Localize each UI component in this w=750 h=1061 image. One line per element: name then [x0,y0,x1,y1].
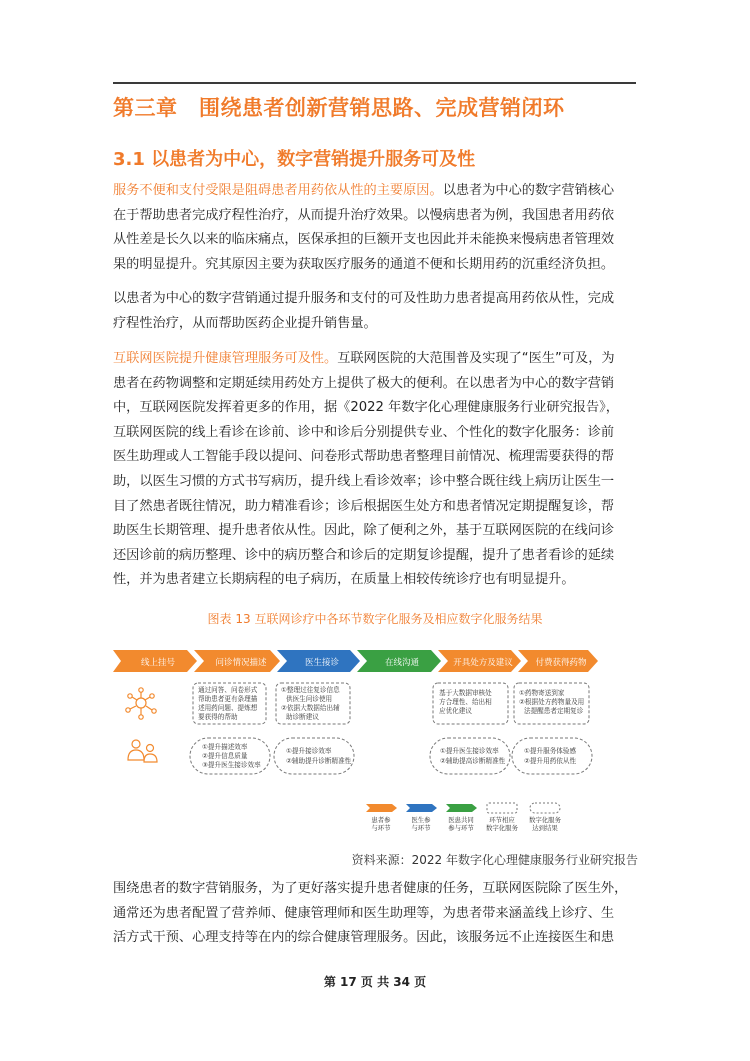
paragraph-line: 助，以医生习惯的方式书写病历，提升线上看诊效率；诊中整合既往线上病历让医生一 [113,473,615,489]
paragraph-highlight: 互联网医院提升健康管理服务可及性。 [113,351,338,366]
svg-text:医生参与环节: 医生参与环节 [411,816,431,832]
legend-item [366,804,397,832]
legend-item [529,803,562,832]
svg-text:①提升医生接诊效率②辅助提高诊断精准性: ①提升医生接诊效率 ②辅助提高诊断精准性 [440,747,506,765]
paragraph-line: 从性差是长久以来的临床痛点，医保承担的巨额开支也因此并未能换来慢病患者管理效 [113,232,615,248]
paragraph-line: 目了然患者既往情况，助力精准看诊；诊后根据医生处方和患者情况定期提醒复诊，帮 [113,498,615,514]
result-oval [190,738,270,774]
step-arrow [277,650,360,672]
network-icon [126,688,156,719]
paragraph-line: 以患者为中心的数字营销核心 [442,183,615,198]
step-arrow [113,650,197,672]
svg-text:通过问答、问卷形式帮助患者更有条理描述用药问题、提炼想要获得: 通过问答、问卷形式帮助患者更有条理描述用药问题、提炼想要获得的帮助 [198,686,258,721]
legend-item [486,803,519,832]
svg-text:医患共同参与环节: 医患共同参与环节 [448,816,474,832]
step-label: 在线沟通 [384,658,420,668]
svg-text:①提升服务体验感②提升用药依从性: ①提升服务体验感 ②提升用药依从性 [524,747,577,765]
paragraph-line: 还因诊前的病历整理、诊中的病历整合和诊后的定期复诊提醒，提升了患者看诊的延续 [113,547,615,563]
paragraph-line: 通常还为患者配置了营养师、健康管理师和医生助理等，为患者带来涵盖线上诊疗、生 [113,905,615,921]
svg-text:患者参与环节: 患者参与环节 [371,816,391,832]
result-oval [274,738,354,774]
step-label: 医生接诊 [304,658,340,668]
service-box [193,683,266,724]
service-box [276,683,350,724]
result-oval [430,738,510,774]
step-label: 线上挂号 [140,658,176,668]
svg-text:①提升接诊效率②辅助提升诊断精准性: ①提升接诊效率 ②辅助提升诊断精准性 [286,747,352,765]
svg-text:①整理过往复诊信息供医生问诊使用②依据大数据给出辅助诊断建议: ①整理过往复诊信息供医生问诊使用 ②依据大数据给出辅助诊断建议 [281,686,340,721]
paragraph-line: 以患者为中心的数字营销通过提升服务和支付的可及性助力患者提高用药依从性，完成 [113,291,615,306]
service-box [433,683,508,724]
source-note: 资料来源：2022 年数字化心理健康服务行业研究报告 [351,853,638,867]
paragraph-line: 在于帮助患者完成疗程性治疗，从而提升治疗效果。以慢病患者为例，我国患者用药依 [113,207,615,223]
paragraph-line: 患者在药物调整和定期延续用药处方上提供了极大的便利。在以患者为中心的数字营销 [113,375,615,391]
paragraph-highlight: 服务不便和支付受限是阻碍患者用药依从性的主要原因。 [113,183,443,198]
step-label: 付费获得药物 [535,658,587,668]
step-arrow [438,650,521,672]
paragraph-comprehensive-services [113,877,638,951]
step-arrow [194,650,280,672]
step-arrow [357,650,441,672]
paragraph-line: 活方式干预、心理支持等在内的综合健康管理服务。因此，该服务远不止连接医生和患 [113,930,615,946]
svg-text:基于大数据审核处方合理性、给出相应优化建议: 基于大数据审核处方合理性、给出相应优化建议 [439,689,492,715]
section-title: 3.1 以患者为中心，数字营销提升服务可及性 [113,149,476,170]
svg-text:①提升描述效率②提升信息质量③提升医生接诊效率: ①提升描述效率 ②提升信息质量 ③提升医生接诊效率 [202,743,261,769]
step-arrow [518,650,598,672]
figure-title: 图表 13 互联网诊疗中各环节数字化服务及相应数字化服务结果 [207,612,543,626]
legend-item [406,804,437,832]
paragraph-line: 互联网医院的线上看诊在诊前、诊中和诊后分别提供专业、个性化的数字化服务：诊前 [113,424,615,440]
legend-item [446,804,477,832]
page-number: 第 17 页 共 34 页 [323,975,427,989]
paragraph-line: 疗程性治疗，从而帮助医药企业提升销售量。 [113,315,377,331]
service-box [514,683,589,724]
paragraph-line: 果的明显提升。究其原因主要为获取医疗服务的通道不便和长期用药的沉重经济负担。 [113,256,615,272]
paragraph-line: 围绕患者的数字营销服务，为了更好落实提升患者健康的任务，互联网医院除了医生外， [113,881,628,896]
step-label: 问诊情况描述 [215,658,267,668]
paragraph-line: 中，互联网医院发挥着更多的作用，据《2022 年数字化心理健康服务行业研究报告》， [113,400,619,416]
paragraph-line: 互联网医院的大范围普及实现了“医生”可及，为 [337,351,615,366]
result-oval [512,738,592,774]
svg-text:数字化服务达到结果: 数字化服务达到结果 [529,816,561,832]
paragraph-line: 助医生长期管理、提升患者依从性。因此，除了便利之外，基于互联网医院的在线问诊 [113,523,615,539]
chapter-title: 第三章 围绕患者创新营销思路、完成营销闭环 [113,96,565,120]
step-label: 开具处方及建议 [453,658,513,668]
paragraph-line: 医生助理或人工智能手段以提问、问卷形式帮助患者整理目前情况、梳理需要获得的帮 [113,449,615,465]
people-icon [128,740,157,762]
svg-text:①药物寄送到家②根据处方药物量及用法提醒患者定期复诊: ①药物寄送到家 ②根据处方药物量及用法提醒患者定期复诊 [519,689,585,715]
svg-text:环节相应数字化服务: 环节相应数字化服务 [486,816,518,832]
paragraph-line: 性，并为患者建立长期病程的电子病历，在质量上相较传统诊疗也有明显提升。 [113,572,575,588]
